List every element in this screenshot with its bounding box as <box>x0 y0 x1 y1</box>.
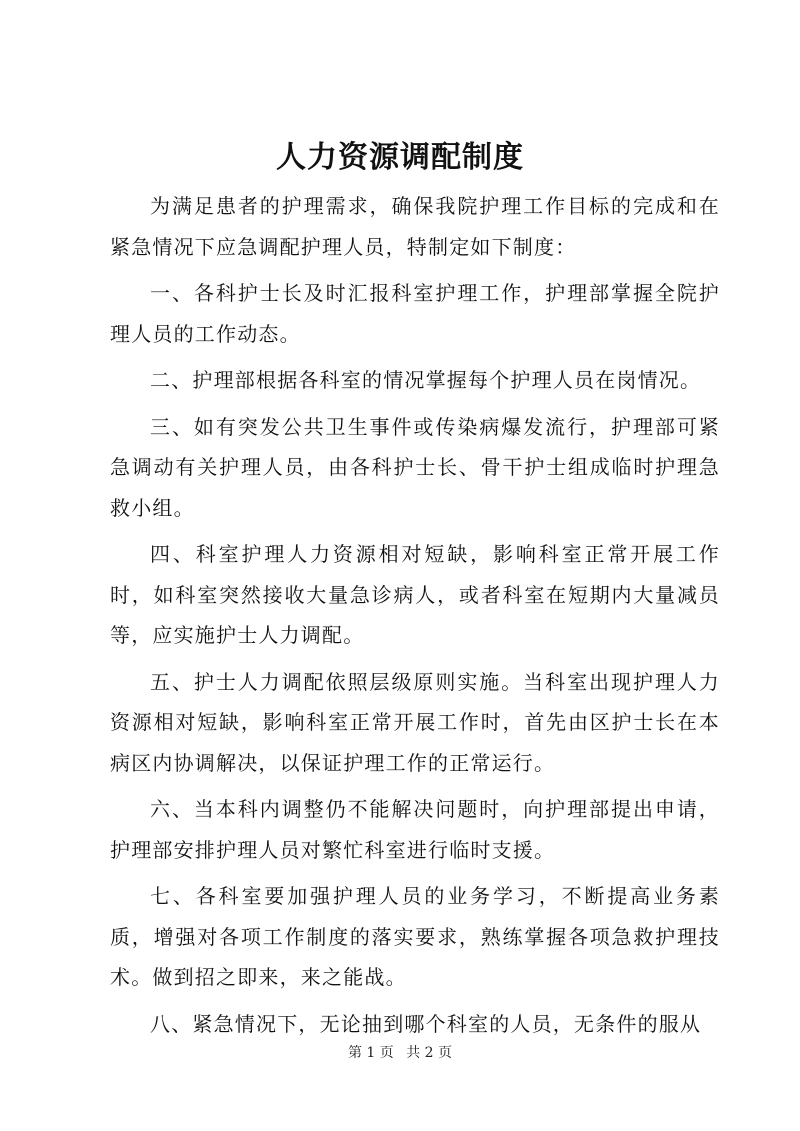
page-total: 共 2 页 <box>406 1045 453 1061</box>
paragraph-item-3: 三、如有突发公共卫生事件或传染病爆发流行，护理部可紧急调动有关护理人员，由各科护士长、骨干护士组成临时护理急救小组。 <box>110 414 720 520</box>
paragraph-item-1: 一、各科护士长及时汇报科室护理工作，护理部掌握全院护理人员的工作动态。 <box>110 281 720 346</box>
document-body <box>110 186 720 1050</box>
paragraph-item-8: 八、紧急情况下，无论抽到哪个科室的人员，无条件的服从 <box>150 1011 702 1036</box>
page-number: 第 1 页 <box>347 1045 394 1061</box>
paragraph-item-2: 二、护理部根据各科室的情况掌握每个护理人员在岗情况。 <box>150 368 702 392</box>
paragraph-item-5: 五、护士人力调配依照层级原则实施。当科室出现护理人力资源相对短缺，影响科室正常开展工作时，首先由区护士长在本病区内协调解决，以保证护理工作的正常运行。 <box>110 669 720 775</box>
paragraph-intro: 为满足患者的护理需求，确保我院护理工作目标的完成和在紧急情况下应急调配护理人员，特制定如下制度： <box>110 194 720 259</box>
paragraph-item-4: 四、科室护理人力资源相对短缺，影响科室正常开展工作时，如科室突然接收大量急诊病人，或者科室在短期内大量减员等，应实施护士人力调配。 <box>110 542 720 647</box>
document-title: 人力资源调配制度 <box>276 140 524 175</box>
paragraph-item-7: 七、各科室要加强护理人员的业务学习，不断提高业务素质，增强对各项工作制度的落实要求，熟练掌握各项急救护理技术。做到招之即来，来之能战。 <box>110 884 720 989</box>
page-footer <box>0 1043 800 1063</box>
paragraph-item-6: 六、当本科内调整仍不能解决问题时，向护理部提出申请，护理部安排护理人员对繁忙科室进行临时支援。 <box>110 797 720 862</box>
